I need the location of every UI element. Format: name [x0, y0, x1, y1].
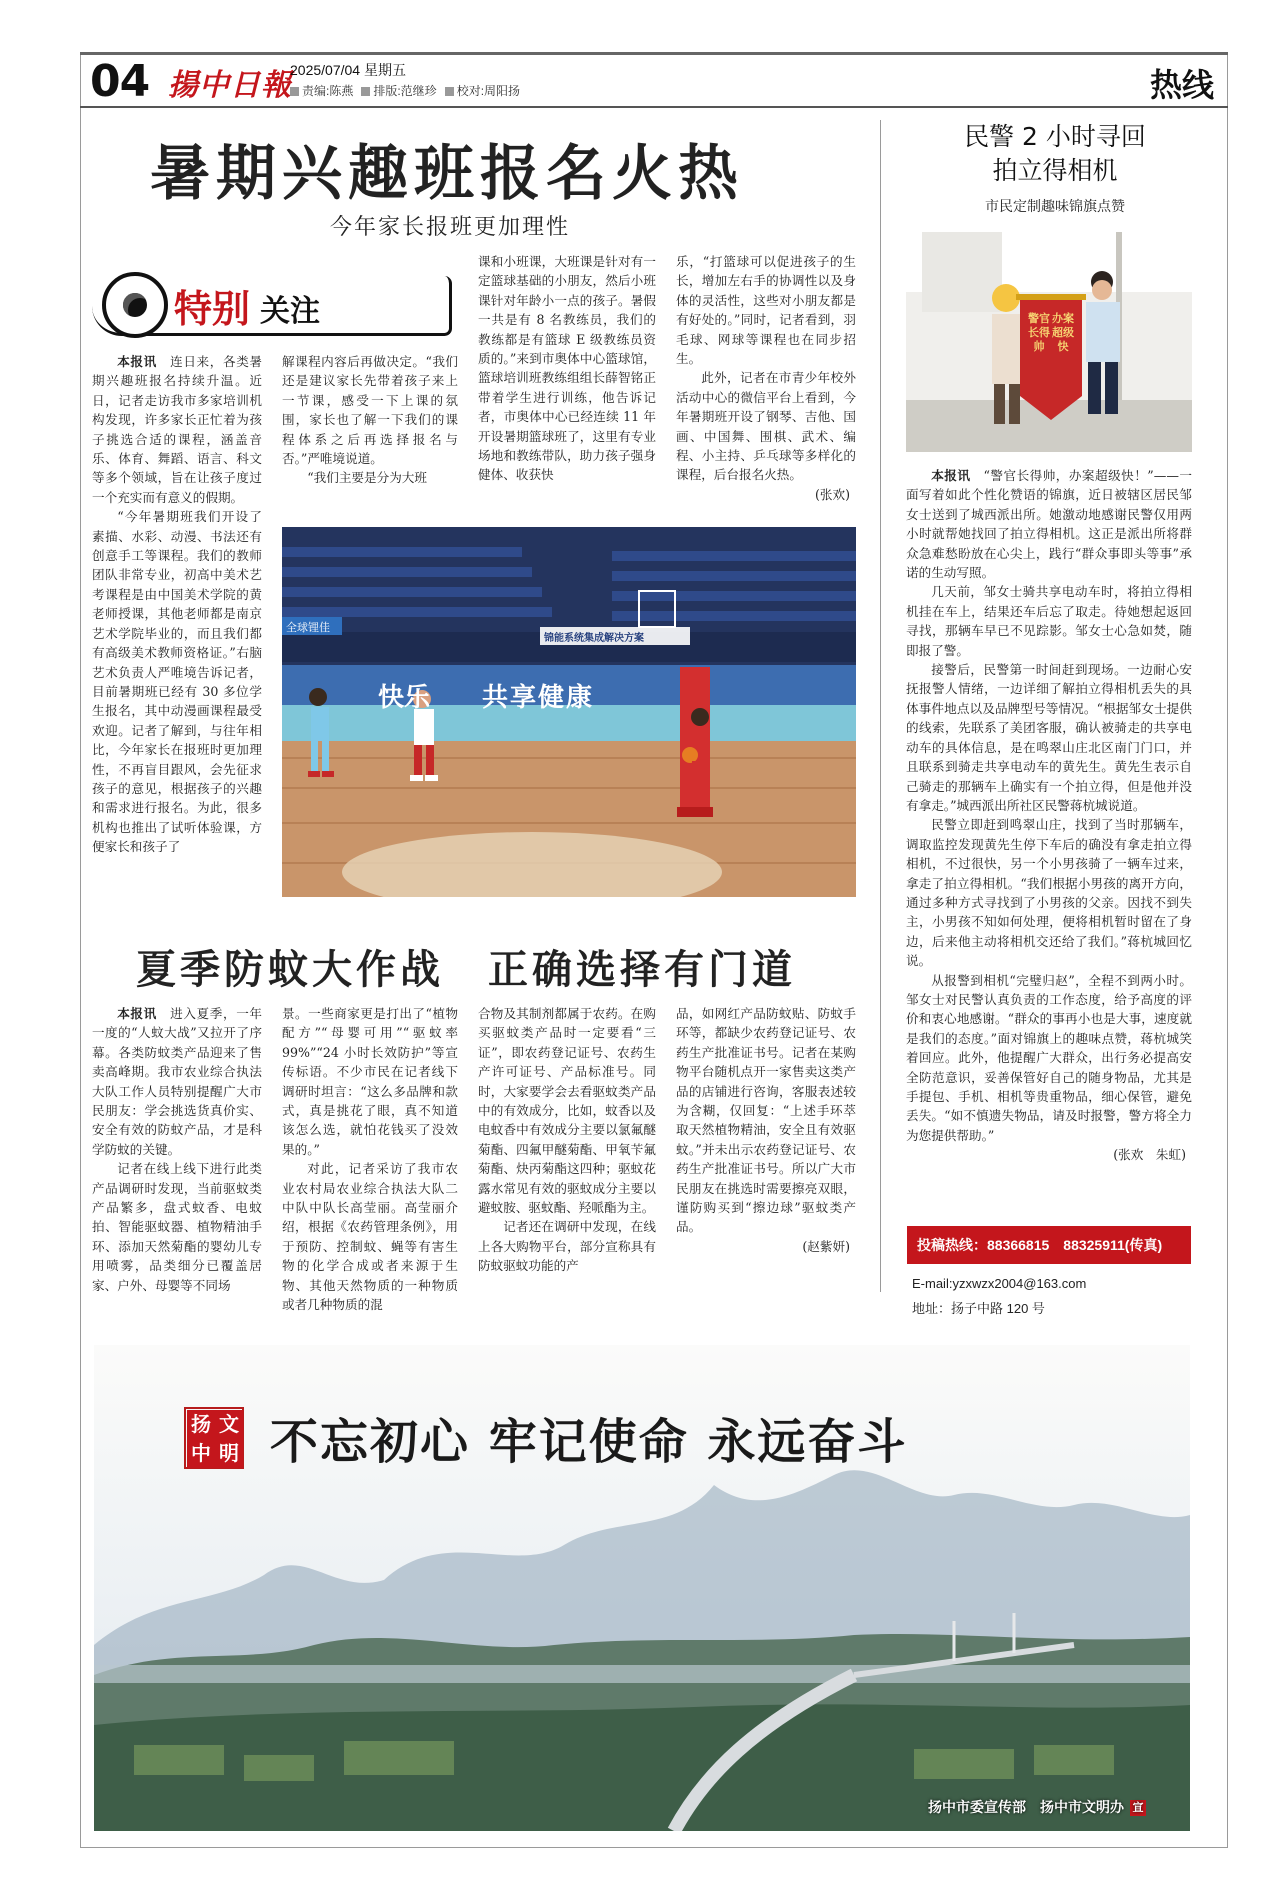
paragraph: 连日来，各类暑期兴趣班报名持续升温。近日，记者走访我市多家培训机构发现，许多家长正忙着为孩子挑选合适的课程，涵盖音乐、体育、舞蹈、语言、科文等多个领域，旨在让孩子度过一个充实而有意义的假期。: [92, 354, 262, 505]
court-banner-1: 全球锂佳: [286, 622, 330, 634]
sidebar-body: [906, 466, 1192, 1214]
lead-column-1: [92, 352, 262, 897]
banner-credit: [928, 1797, 1146, 1817]
header-top-rule: [80, 52, 1228, 55]
layout-credit: 排版:范继珍: [361, 82, 436, 99]
mosquito-column-4: [676, 1004, 856, 1314]
paragraph: 从报警到相机“完璧归赵”，全程不到两小时。邹女士对民警认真负责的工作态度，给予高度的评价和衷心地感谢。“群众的事再小也是大事，速度就是我们的态度。”面对锦旗上的趣味点赞，蒋杭城笑着回应。此外，他提醒广大群众，出行务必提高安全防范意识，妥善保管好自己的随身物品，尤其是手提包、手机、相机等贵重物品，细心保管，避免丢失。“如不慎遗失物品，请及时报警，警方将全力为您提供帮助。”: [906, 972, 1192, 1143]
badge-red-text: 特别: [174, 287, 251, 331]
issue-date: 2025/07/04 星期五: [290, 62, 406, 78]
editor-credit: 责编:陈燕: [290, 82, 353, 99]
paragraph: 几天前，邹女士骑共享电动车时，将拍立得相机挂在车上，结果还车后忘了取走。待她想起返回寻找，那辆车早已不见踪影。邹女士心急如焚，随即报了警。: [906, 584, 1192, 658]
seal-char: 中: [187, 1439, 215, 1468]
paragraph: “今年暑期班我们开设了素描、水彩、动漫、书法还有创意手工等课程。我们的教师团队非常专业，初高中美术艺考课程是由中国美术学院的黄老师授课，其他老师都是南京艺术学院毕业的，而且我们都有高级美术教师资格证。”右脑艺术负责人严唯境告诉记者，目前暑期班已经有 30 多位学生报名，其中动漫画课程最受欢迎。记者了解到，与往年相比，今年家长在报班时更加理性，不再盲目跟风，会先征求孩子的意见，根据孩子的兴趣和需求进行报名。为此，很多机构也推出了试听体验课，方便家长和孩子了: [92, 509, 262, 855]
page-header: [80, 52, 1228, 108]
staff-credits: [290, 82, 520, 99]
paragraph: 品，如网红产品防蚊贴、防蚊手环等，都缺少农药登记证号、农药生产批准证书号。记者在某购物平台随机点开一家售卖这类产品的店铺进行咨询，客服表述较为含糊，仅回复：“上述手环萃取天然植物精油，安全且有效驱蚊。”并未出示农药登记证号、农药生产批准证书号。所以广大市民朋友在挑选时需要擦亮双眼，谨防购买到“擦边球”驱蚊类产品。: [676, 1006, 856, 1235]
pennant-line-2: 办案超级快: [1052, 312, 1074, 353]
pennant-line-1: 警官长得帅: [1028, 312, 1050, 353]
lead-column-4: [676, 252, 856, 522]
hotline-label: 投稿热线：: [917, 1237, 987, 1253]
seal-char: 扬: [187, 1410, 215, 1439]
dateline: 本报讯: [117, 1006, 157, 1021]
paragraph: 民警立即赶到鸣翠山庄，找到了当时那辆车，调取监控发现黄先生停下车后的确没有拿走拍立得相机，不过很快，另一个小男孩骑了一辆车过来，拿走了拍立得相机。“我们根据小男孩的离开方向，通过多种方式寻找到了小男孩的父亲。因找不到失主，小男孩不知如何处理，便将相机暂时留在了身边，后来他主动将相机交还给了我们。”蒋杭城回忆说。: [906, 817, 1192, 969]
lead-column-2: [282, 352, 458, 522]
mini-seal-icon: 宣: [1130, 1800, 1146, 1816]
civilization-banner-ad: [94, 1345, 1190, 1831]
paragraph: 接警后，民警第一时间赶到现场。一边耐心安抚报警人情绪，一边详细了解拍立得相机丢失的具体事件地点以及品牌型号等情况。“根据邹女士提供的线索，先联系了美团客服，确认被骑走的共享电动车的具体信息，是在鸣翠山庄北区南门门口，并且联系到骑走共享电动车的黄先生。黄先生表示自己骑走的那辆车上确实有一个拍立得，但是他并没有拿走。”城西派出所社区民警蒋杭城说道。: [906, 662, 1192, 813]
badge-black-text: 关注: [260, 294, 320, 329]
column-divider: [880, 120, 881, 1292]
sidebar-headline-line-2: 拍立得相机: [992, 156, 1118, 185]
mosquito-column-1: [92, 1004, 262, 1314]
special-focus-badge: [92, 272, 452, 342]
lead-subheadline: 今年家长报班更加理性: [330, 215, 571, 240]
page-number: 04: [90, 56, 150, 107]
lead-headline: 暑期兴趣班报名火热: [150, 139, 744, 209]
paragraph: 对此，记者采访了我市农业农村局农业综合执法大队二中队中队长高莹丽。高莹丽介绍，根据《农药管理条例》，用于预防、控制蚊、蝇等有害生物的化学合成或者来源于生物、其他天然物质的一种物质或者几种物质的混: [282, 1161, 458, 1313]
sidebar-headline-line-1: 民警 2 小时寻回: [964, 122, 1146, 151]
paragraph: 记者还在调研中发现，在线上各大购物平台，部分宣称具有防蚊驱蚊功能的产: [478, 1219, 656, 1274]
mosquito-headline: 夏季防蚊大作战 正确选择有门道: [136, 946, 796, 993]
dateline: 本报讯: [931, 468, 971, 483]
newspaper-masthead: 揚中日報: [168, 68, 292, 103]
seal-char: 文: [215, 1410, 243, 1439]
sidebar-subheadline: 市民定制趣味锦旗点赞: [985, 199, 1125, 215]
contact-address: 地址：扬子中路 120 号: [912, 1301, 1045, 1316]
hotline-numbers: 88366815 88325911(传真): [987, 1237, 1163, 1253]
mosquito-column-3: [478, 1004, 656, 1314]
byline: (张欢): [814, 486, 850, 502]
seal-char: 明: [215, 1439, 243, 1468]
paragraph: 进入夏季，一年一度的“人蚊大战”又拉开了序幕。各类防蚊类产品迎来了售卖高峰期。我市农业综合执法大队工作人员特别提醒广大市民朋友：学会挑选货真价实、安全有效的防蚊产品，才是科学防蚊的关键。: [92, 1006, 262, 1157]
sidebar-headline: [900, 120, 1210, 188]
paragraph: 解课程内容后再做决定。“我们还是建议家长先带着孩子来上一节课，感受一下上课的氛围，家长也了解一下我们的课程体系之后再选择报名与否。”严唯境说道。: [282, 354, 458, 467]
paragraph: 此外，记者在市青少年校外活动中心的微信平台上看到，今年暑期班开设了钢琴、吉他、国画、中国舞、围棋、武术、编程、小主持、乒乓球等多样化的课程，后台报名火热。: [676, 370, 856, 483]
paragraph: “我们主要是分为大班: [307, 470, 427, 486]
banner-credit-text: 扬中市委宣传部 扬中市文明办: [928, 1800, 1124, 1816]
paragraph: 乐，“打篮球可以促进孩子的生长，增加左右手的协调性以及身体的灵活性，这些对小朋友都是有好处的。”同时，记者看到，羽毛球、网球等课程也在同步招生。: [676, 254, 856, 367]
eye-icon: [102, 272, 168, 338]
contact-email[interactable]: E-mail:yzxwzx2004@163.com: [912, 1276, 1087, 1291]
police-pennant-photo: [906, 232, 1192, 452]
banner-slogan: 不忘初心 牢记使命 永远奋斗: [270, 1414, 908, 1470]
byline: (赵紫妍): [802, 1238, 850, 1254]
civilization-seal: [184, 1407, 244, 1469]
section-name: 热线: [1149, 66, 1214, 104]
byline: (张欢 朱虹): [1113, 1147, 1186, 1163]
mosquito-column-2: [282, 1004, 458, 1314]
basketball-court-photo: [282, 527, 856, 897]
submission-hotline: [907, 1226, 1191, 1264]
paragraph: 合物及其制剂都属于农药。在购买驱蚊类产品时一定要看“三证”，即农药登记证号、农药生产许可证号、产品标准号。同时，大家要学会去看驱蚊类产品中的有效成分，比如，蚊香以及电蚊香中有效成分主要以氯氟醚菊酯、四氟甲醚菊酯、甲氧苄氟菊酯、炔丙菊酯这四种；驱蚊花露水常见有效的驱蚊成分主要以避蚊胺、驱蚊酯、羟哌酯为主。: [478, 1006, 656, 1216]
court-banner-4: 快乐: [378, 683, 431, 713]
court-banner-3: 共享健康: [482, 683, 595, 713]
paragraph: 景。一些商家更是打出了“植物配方”“母婴可用”“驱蚊率 99%”“24 小时长效防护”等宣传标语。不少市民在记者线下调研时坦言：“这么多品牌和款式，真是挑花了眼，真不知道该怎么选，就怕花钱买了没效果的。”: [282, 1006, 458, 1157]
court-banner-2: 锦能系统集成解决方案: [544, 633, 644, 644]
dateline: 本报讯: [117, 354, 157, 369]
paragraph: 记者在线上线下进行此类产品调研时发现，当前驱蚊类产品繁多，盘式蚊香、电蚊拍、智能驱蚊器、植物精油手环、添加天然菊酯的婴幼儿专用喷雾，品类细分已覆盖居家、户外、母婴等不同场: [92, 1161, 262, 1293]
proofread-credit: 校对:周阳扬: [445, 82, 520, 99]
paragraph: 课和小班课，大班课是针对有一定篮球基础的小朋友，然后小班课针对年龄小一点的孩子。暑假一共是有 8 名教练员，我们的教练都是有篮球 E 级教练员资质的。”来到市奥体中心篮球馆，篮球培训班教练组组长薛智铭正带着学生进行训练，他告诉记者，市奥体中心已经连续 11 年开设暑期篮球班了，这里有专业场地和教练带队，助力孩子强身健体、收获快: [478, 254, 656, 483]
paragraph: “警官长得帅，办案超级快！”——一面写着如此个性化赞语的锦旗，近日被辖区居民邹女士送到了城西派出所。她激动地感谢民警仅用两小时就帮她找回了拍立得相机。这正是派出所将群众急难愁盼放在心尖上，践行“群众事即头等事”承诺的生动写照。: [906, 468, 1192, 581]
lead-column-3: [478, 252, 656, 522]
